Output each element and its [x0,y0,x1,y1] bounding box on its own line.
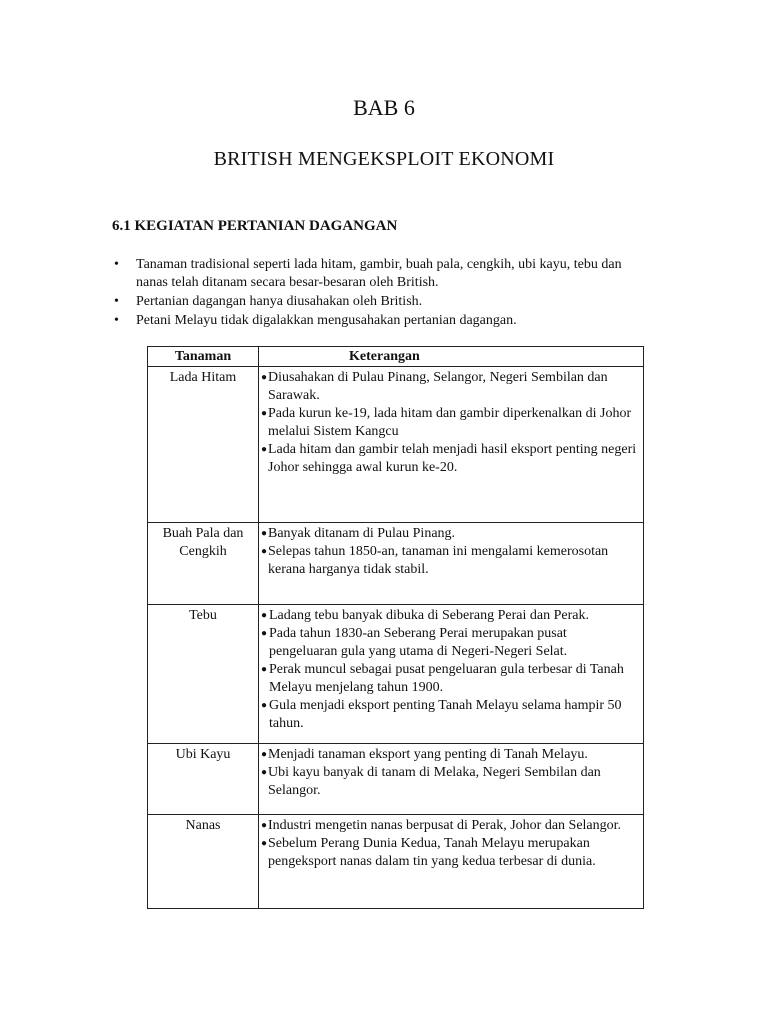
note-item: ● Selepas tahun 1850-an, tanaman ini mengalami kemerosotan kerana harganya tidak stabil. [261,544,609,577]
note-item: ● Perak muncul sebagai pusat pengeluaran gula terbesar di Tanah Melayu menjelang tahun 1900. [261,662,624,695]
crops-table [147,346,644,909]
bullet-icon: ● [261,528,268,539]
crop-notes [259,744,644,815]
note-item: ● Sebelum Perang Dunia Kedua, Tanah Melayu merupakan pengeksport nanas dalam tin yang kedua terbesar di dunia. [261,836,596,869]
bullet-icon: ● [261,546,268,557]
note-item: ● Pada tahun 1830-an Seberang Perai merupakan pusat pengeluaran gula yang utama di Negeri-Negeri Selat. [261,626,568,659]
note-item: ● Ubi kayu banyak di tanam di Melaka, Negeri Sembilan dan Selangor. [261,765,601,798]
intro-bullet-list [112,256,652,331]
bullet-icon: ● [261,820,268,831]
bullet-icon: ● [261,749,268,760]
note-item: ● Pada kurun ke-19, lada hitam dan gambir diperkenalkan di Johor melalui Sistem Kangcu [261,406,632,439]
bullet-icon: • [114,294,119,309]
crop-notes [259,605,644,744]
crop-name: Buah Pala dan Cengkih [148,523,259,605]
crop-name: Tebu [148,605,259,744]
intro-bullet: • Petani Melayu tidak digalakkan mengusahakan pertanian dagangan. [114,313,517,328]
bullet-icon: ● [261,664,268,675]
note-item: ● Diusahakan di Pulau Pinang, Selangor, Negeri Sembilan dan Sarawak. [261,370,608,403]
crop-name: Ubi Kayu [148,744,259,815]
bullet-icon: ● [261,767,268,778]
section-heading: 6.1 KEGIATAN PERTANIAN DAGANGAN [112,218,398,234]
bullet-icon: • [114,257,119,272]
bullet-icon: ● [261,700,268,711]
column-header-keterangan: Keterangan [259,347,644,367]
crop-notes [259,815,644,909]
note-item: ● Gula menjadi eksport penting Tanah Melayu selama hampir 50 tahun. [261,698,622,731]
bullet-icon: ● [261,372,268,383]
intro-bullet: • Tanaman tradisional seperti lada hitam, gambir, buah pala, cengkih, ubi kayu, tebu dan nanas telah ditanam secara besar-besaran oleh British. [114,257,622,290]
table-row [148,367,644,523]
bullet-icon: • [114,313,119,328]
crop-name: Lada Hitam [148,367,259,523]
table-row [148,815,644,909]
column-header-tanaman: Tanaman [148,347,259,367]
table-row [148,605,644,744]
table-header-row [148,347,644,367]
note-item: ● Menjadi tanaman eksport yang penting di Tanah Melayu. [261,747,588,762]
table-row [148,744,644,815]
crop-name: Nanas [148,815,259,909]
note-item: ● Banyak ditanam di Pulau Pinang. [261,526,456,541]
bullet-icon: ● [261,628,268,639]
note-item: ● Ladang tebu banyak dibuka di Seberang Perai dan Perak. [261,608,589,623]
bullet-icon: ● [261,610,268,621]
bullet-icon: ● [261,444,268,455]
table-row [148,523,644,605]
bullet-icon: ● [261,838,268,849]
bullet-icon: ● [261,408,268,419]
crop-notes [259,523,644,605]
crop-notes [259,367,644,523]
note-item: ● Lada hitam dan gambir telah menjadi hasil eksport penting negeri Johor sehingga awal kurun ke-20. [261,442,637,475]
intro-bullet: • Pertanian dagangan hanya diusahakan oleh British. [114,294,423,309]
chapter-heading: BAB 6 [353,95,415,120]
note-item: ● Industri mengetin nanas berpusat di Perak, Johor dan Selangor. [261,818,622,833]
chapter-title: BRITISH MENGEKSPLOIT EKONOMI [213,148,555,170]
